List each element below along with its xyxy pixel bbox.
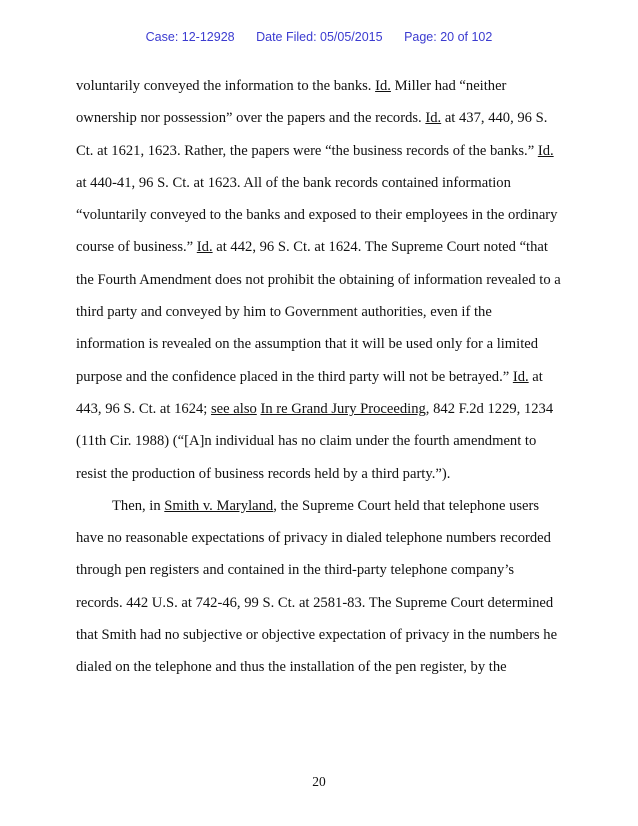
text-segment: at [528,368,543,385]
text-segment: Miller had “neither [390,78,507,94]
text-segment: 443, 96 S. Ct. at 1624; [76,400,211,417]
text-segment: voluntarily conveyed the information to the banks. [76,78,376,94]
text-segment: Ct. at 1621, 1623. Rather, the papers were “the business records of the banks.” [76,142,538,159]
text-line [76,425,566,457]
text-segment: dialed on the telephone and thus the installation of the pen register, by the [76,659,507,676]
underlined-citation: Id. [512,368,529,385]
underlined-citation: Smith v. Maryland [164,497,274,514]
text-segment: through pen registers and contained in the third-party telephone company’s [76,562,515,579]
text-line [76,393,566,425]
text-line [76,328,566,360]
text-segment: “voluntarily conveyed to the banks and exposed to their employees in the ordinary [76,207,558,224]
text-segment: , the Supreme Court held that telephone users [273,497,540,514]
text-line [76,135,566,167]
text-segment: at 440-41, 96 S. Ct. at 1623. All of the bank records contained information [76,174,511,191]
text-segment: Then, in [112,497,165,514]
page-count: Page: 20 of 102 [404,30,493,44]
text-line [76,231,566,263]
page-number: 20 [312,774,326,789]
text-line [76,522,566,554]
text-segment: information is revealed on the assumption that it will be used only for a limited [76,336,539,353]
text-line [76,296,566,328]
text-line [76,264,566,296]
case-header [0,30,638,44]
text-segment: have no reasonable expectations of privacy in dialed telephone numbers recorded [76,530,551,547]
text-line [76,490,566,522]
text-segment: purpose and the confidence placed in the third party will not be betrayed.” [76,368,513,385]
text-line [76,554,566,586]
text-segment: , 842 F.2d 1229, 1234 [425,400,554,417]
text-segment: at 442, 96 S. Ct. at 1624. The Supreme Court noted “that [212,239,548,256]
text-line [76,199,566,231]
text-line [76,587,566,619]
text-line [76,619,566,651]
case-number: Case: 12-12928 [145,30,235,44]
text-segment: records. 442 U.S. at 742-46, 99 S. Ct. at 2581-83. The Supreme Court determined [76,594,554,611]
text-segment: (11th Cir. 1988) (“[A]n individual has no claim under the fourth amendment to [76,433,537,450]
underlined-citation: Id. [537,142,554,159]
body-text [76,70,566,684]
text-line [76,70,566,102]
text-segment: that Smith had no subjective or objective expectation of privacy in the numbers he [76,627,558,644]
date-filed: Date Filed: 05/05/2015 [256,30,383,44]
text-segment: at 437, 440, 96 S. [441,110,548,127]
text-line [76,361,566,393]
text-segment: third party and conveyed by him to Government authorities, even if the [76,304,492,321]
text-segment: resist the production of business records held by a third party.”). [76,465,451,482]
text-line [76,167,566,199]
underlined-citation: Id. [375,78,391,94]
underlined-citation: see also [211,400,257,417]
text-line [76,102,566,134]
text-segment: the Fourth Amendment does not prohibit the obtaining of information revealed to a [76,271,561,288]
text-segment: course of business.” [76,239,197,256]
underlined-citation: Id. [196,239,213,256]
text-line [76,458,566,490]
text-line [76,651,566,683]
underlined-citation: Id. [425,110,442,127]
text-segment: ownership nor possession” over the papers and the records. [76,110,426,127]
underlined-citation: In re Grand Jury Proceeding [260,400,426,417]
